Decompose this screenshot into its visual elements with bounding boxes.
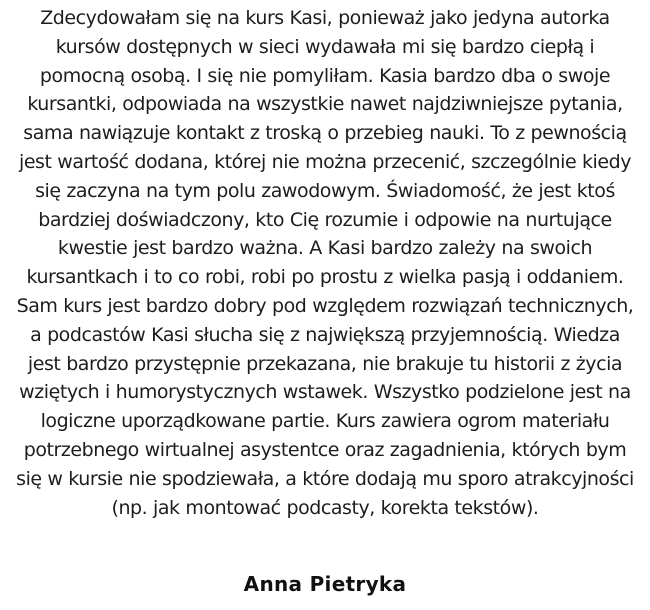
testimonial-author: Anna Pietryka — [243, 572, 407, 596]
testimonial-text: Zdecydowałam się na kurs Kasi, ponieważ jako jedyna autorka kursów dostępnych w sieci wydawała mi się bardzo ciepłą i pomocną osobą. I się nie pomyliłam. Kasia bardzo dba o swoje kursantki, odpowiada na wszystkie nawet najdziwniejsze pytania, sama nawiązuje kontakt z troską o przebieg nauki. To z pewnością jest wartość dodana, której nie można przecenić, szczególnie kiedy się zaczyna na tym polu zawodowym. Świadomość, że jest ktoś bardziej doświadczony, kto Cię rozumie i odpowie na nurtujące kwestie jest bardzo ważna. A Kasi bardzo zależy na swoich kursantkach i to co robi, robi po prostu z wielka pasją i oddaniem. Sam kurs jest bardzo dobry pod względem rozwiązań technicznych, a podcastów Kasi słucha się z największą przyjemnością. Wiedza jest bardzo przystępnie przekazana, nie brakuje tu historii z życia wziętych i humorystycznych wstawek. Wszystko podzielone jest na logiczne uporządkowane partie. Kurs zawiera ogrom materiału potrzebnego wirtualnej asystentce oraz zagadnienia, których bym się w kursie nie spodziewała, a które dodają mu sporo atrakcyjności (np. jak montować podcasty, korekta tekstów). — [16, 7, 634, 519]
